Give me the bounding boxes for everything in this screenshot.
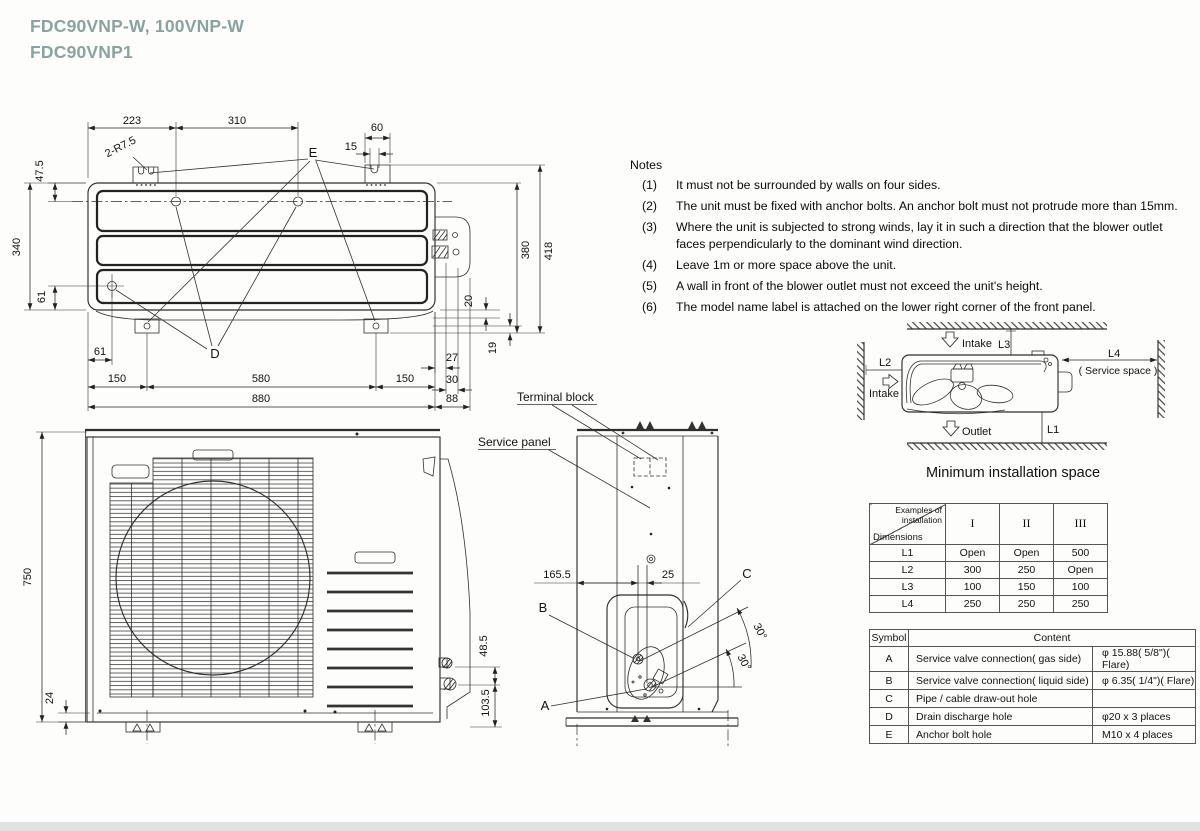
note-text: The unit must be fixed with anchor bolts. An anchor bolt must not protrude more than 15mm. — [676, 199, 1178, 213]
table-header-row — [870, 630, 1196, 647]
dim-value: 500 — [1054, 544, 1108, 561]
side-louvers — [327, 573, 413, 706]
label-l3: L3 — [998, 339, 1011, 351]
screw-dots — [631, 486, 671, 536]
perforation-dots — [136, 184, 386, 186]
anchor-foot — [135, 319, 388, 333]
content-cell: Anchor bolt hole — [909, 726, 1093, 744]
label-l2: L2 — [879, 357, 892, 369]
diagonal-header-cell — [870, 504, 946, 545]
angle-30-lower: 30° — [734, 652, 753, 673]
symbol-cell: E — [870, 726, 909, 744]
top-left-label-plate — [112, 465, 149, 478]
symbol-header: Symbol — [870, 630, 909, 647]
top-panel-slat — [97, 191, 427, 231]
fan-plan — [909, 364, 1014, 413]
dim-2-r7-5: 2-R7.5 — [103, 134, 139, 161]
front-view-drawing — [22, 430, 502, 744]
pipe-service-hatch — [607, 595, 683, 708]
dim-48-5: 48.5 — [478, 635, 490, 657]
service-panel-label: Service panel — [478, 435, 551, 449]
table-row — [870, 544, 1108, 561]
note-number: (4) — [642, 257, 658, 272]
table-row — [870, 561, 1108, 578]
installation-dimensions-table — [869, 503, 1108, 613]
notes-heading: Notes — [630, 158, 663, 172]
top-view-drawing — [11, 115, 555, 411]
content-cell: Service valve connection( gas side) — [909, 647, 1093, 672]
callout-labels — [478, 390, 658, 508]
symbol-cell: D — [870, 708, 909, 726]
label-outlet: Outlet — [962, 426, 992, 438]
dim-value: 250 — [946, 595, 1000, 612]
page-footer-bar — [0, 822, 1200, 831]
header-examples: Examples of installation — [895, 505, 942, 525]
panel-screw — [647, 555, 655, 563]
dim-60: 60 — [370, 122, 384, 134]
note-number: (1) — [642, 178, 658, 192]
symbol-content-table — [869, 629, 1196, 744]
dim-880: 880 — [251, 393, 271, 405]
dim-19: 19 — [487, 341, 499, 355]
symbol-cell: C — [870, 690, 909, 708]
spec-cell: φ 15.88( 5/8")( Flare) — [1093, 647, 1196, 672]
dim-value: 100 — [1054, 578, 1108, 595]
model-name-plate — [355, 552, 395, 563]
dim-value: Open — [1000, 544, 1054, 561]
fan-grille — [153, 458, 313, 697]
dim-30: 30 — [445, 374, 459, 386]
header-dimensions: Dimensions — [873, 531, 923, 543]
table-row — [870, 708, 1196, 726]
dim-223: 223 — [122, 115, 142, 127]
dim-value: 250 — [1000, 595, 1054, 612]
dim-name: L4 — [870, 595, 946, 612]
spec-cell: φ 6.35( 1/4")( Flare) — [1093, 672, 1196, 690]
column-header-1: I — [946, 504, 1000, 545]
content-header: Content — [909, 630, 1196, 647]
intake-arrow-top-icon — [942, 332, 958, 347]
top-panel-slat — [97, 270, 427, 303]
hatch-handle — [684, 601, 688, 628]
intake-arrow-left-icon — [883, 375, 898, 389]
column-header-3: III — [1054, 504, 1108, 545]
dim-150-left: 150 — [107, 373, 127, 385]
wall-bottom — [907, 443, 1107, 450]
heat-exchanger-curve — [906, 361, 1041, 403]
valve-cover-bulge — [432, 217, 470, 277]
top-panel-slat — [97, 236, 427, 265]
note-text: The model name label is attached on the lower right corner of the front panel. — [676, 299, 1096, 314]
anchor-bracket — [133, 165, 390, 183]
table-row — [870, 595, 1108, 612]
dim-20: 20 — [463, 294, 475, 308]
dim-380: 380 — [520, 240, 532, 260]
column-header-2: II — [1000, 504, 1054, 545]
spec-cell: M10 x 4 places — [1093, 726, 1196, 744]
content-cell: Drain discharge hole — [909, 708, 1093, 726]
dim-15: 15 — [344, 141, 357, 153]
note-number: (5) — [642, 278, 658, 293]
dim-value: 300 — [946, 561, 1000, 578]
dim-27: 27 — [445, 352, 459, 364]
label-l1: L1 — [1047, 424, 1060, 436]
dim-61-left: 61 — [36, 290, 48, 304]
spec-cell: φ20 x 3 places — [1093, 708, 1196, 726]
symbol-cell: B — [870, 672, 909, 690]
note-number: (3) — [642, 220, 658, 234]
dim-name: L2 — [870, 561, 946, 578]
dim-165-5: 165.5 — [543, 569, 571, 581]
table-row — [870, 578, 1108, 595]
label-d-drain-hole: D — [210, 346, 220, 361]
dim-418: 418 — [543, 241, 555, 261]
unit-plan-outline — [902, 355, 1058, 412]
dim-name: L3 — [870, 578, 946, 595]
label-b-liquid-valve: B — [538, 600, 548, 615]
content-cell: Pipe / cable draw-out hole — [909, 690, 1093, 708]
dim-name: L1 — [870, 544, 946, 561]
dim-61-bottom: 61 — [93, 346, 107, 358]
dim-103-5: 103.5 — [480, 689, 492, 717]
label-intake-top: Intake — [962, 338, 992, 350]
wall-top — [907, 322, 1107, 329]
wall-left — [857, 342, 864, 420]
page-title-line2: FDC90VNP1 — [30, 42, 133, 62]
dim-88: 88 — [445, 393, 459, 405]
note-number: (2) — [642, 199, 658, 213]
dim-value: Open — [1054, 561, 1108, 578]
outlet-arrow-icon — [943, 421, 959, 436]
dim-value: Open — [946, 544, 1000, 561]
dim-24: 24 — [44, 691, 56, 705]
wall-right — [1158, 340, 1165, 418]
unit-valve-bulge — [1058, 372, 1072, 392]
dim-340: 340 — [11, 237, 23, 257]
dim-310: 310 — [227, 115, 247, 127]
terminal-block — [634, 458, 666, 476]
mounting-foot — [126, 722, 392, 732]
side-view-drawing — [534, 421, 769, 746]
label-e-anchor-bolt-hole: E — [308, 145, 318, 160]
service-valves-front — [439, 658, 456, 690]
angle-30-upper: 30° — [750, 621, 769, 642]
top-bracket-marks — [622, 421, 714, 434]
unit-body-outline — [88, 183, 435, 310]
table-row — [870, 647, 1196, 672]
label-intake-left: Intake — [869, 388, 899, 400]
content-cell: Service valve connection( liquid side) — [909, 672, 1093, 690]
terminal-block-label: Terminal block — [517, 390, 594, 404]
dim-value: 250 — [1000, 561, 1054, 578]
dim-25: 25 — [661, 569, 675, 581]
label-c-drawout-hole: C — [742, 566, 752, 581]
label-service-space: ( Service space ) — [1078, 365, 1158, 377]
table-row — [870, 672, 1196, 690]
dim-value: 100 — [946, 578, 1000, 595]
table-row — [870, 726, 1196, 744]
page-title-line1: FDC90VNP-W, 100VNP-W — [30, 16, 245, 36]
label-l4: L4 — [1108, 348, 1121, 360]
dim-580: 580 — [251, 373, 271, 385]
valve-side-panel — [440, 459, 470, 719]
table-header-row — [870, 504, 1108, 545]
dim-value: 150 — [1000, 578, 1054, 595]
installation-space-title: Minimum installation space — [925, 465, 1101, 481]
note-text: A wall in front of the blower outlet must not exceed the unit's height. — [676, 278, 1043, 293]
spec-cell — [1093, 690, 1196, 708]
note-number: (6) — [642, 299, 658, 314]
dim-150-right: 150 — [395, 373, 415, 385]
dim-750: 750 — [22, 567, 34, 587]
note-text: Where the unit is subjected to strong winds, lay it in such a direction that the blower outlet faces perpendicularly to the dominant wind direction. — [676, 220, 1163, 251]
dim-value: 250 — [1054, 595, 1108, 612]
installation-space-diagram — [857, 322, 1165, 481]
symbol-cell: A — [870, 647, 909, 672]
table-row — [870, 690, 1196, 708]
label-a-gas-valve: A — [540, 698, 550, 713]
note-text: It must not be surrounded by walls on four sides. — [676, 178, 941, 192]
dim-47-5: 47.5 — [34, 160, 46, 182]
corner-protector — [423, 457, 435, 476]
note-text: Leave 1m or more space above the unit. — [676, 257, 897, 272]
